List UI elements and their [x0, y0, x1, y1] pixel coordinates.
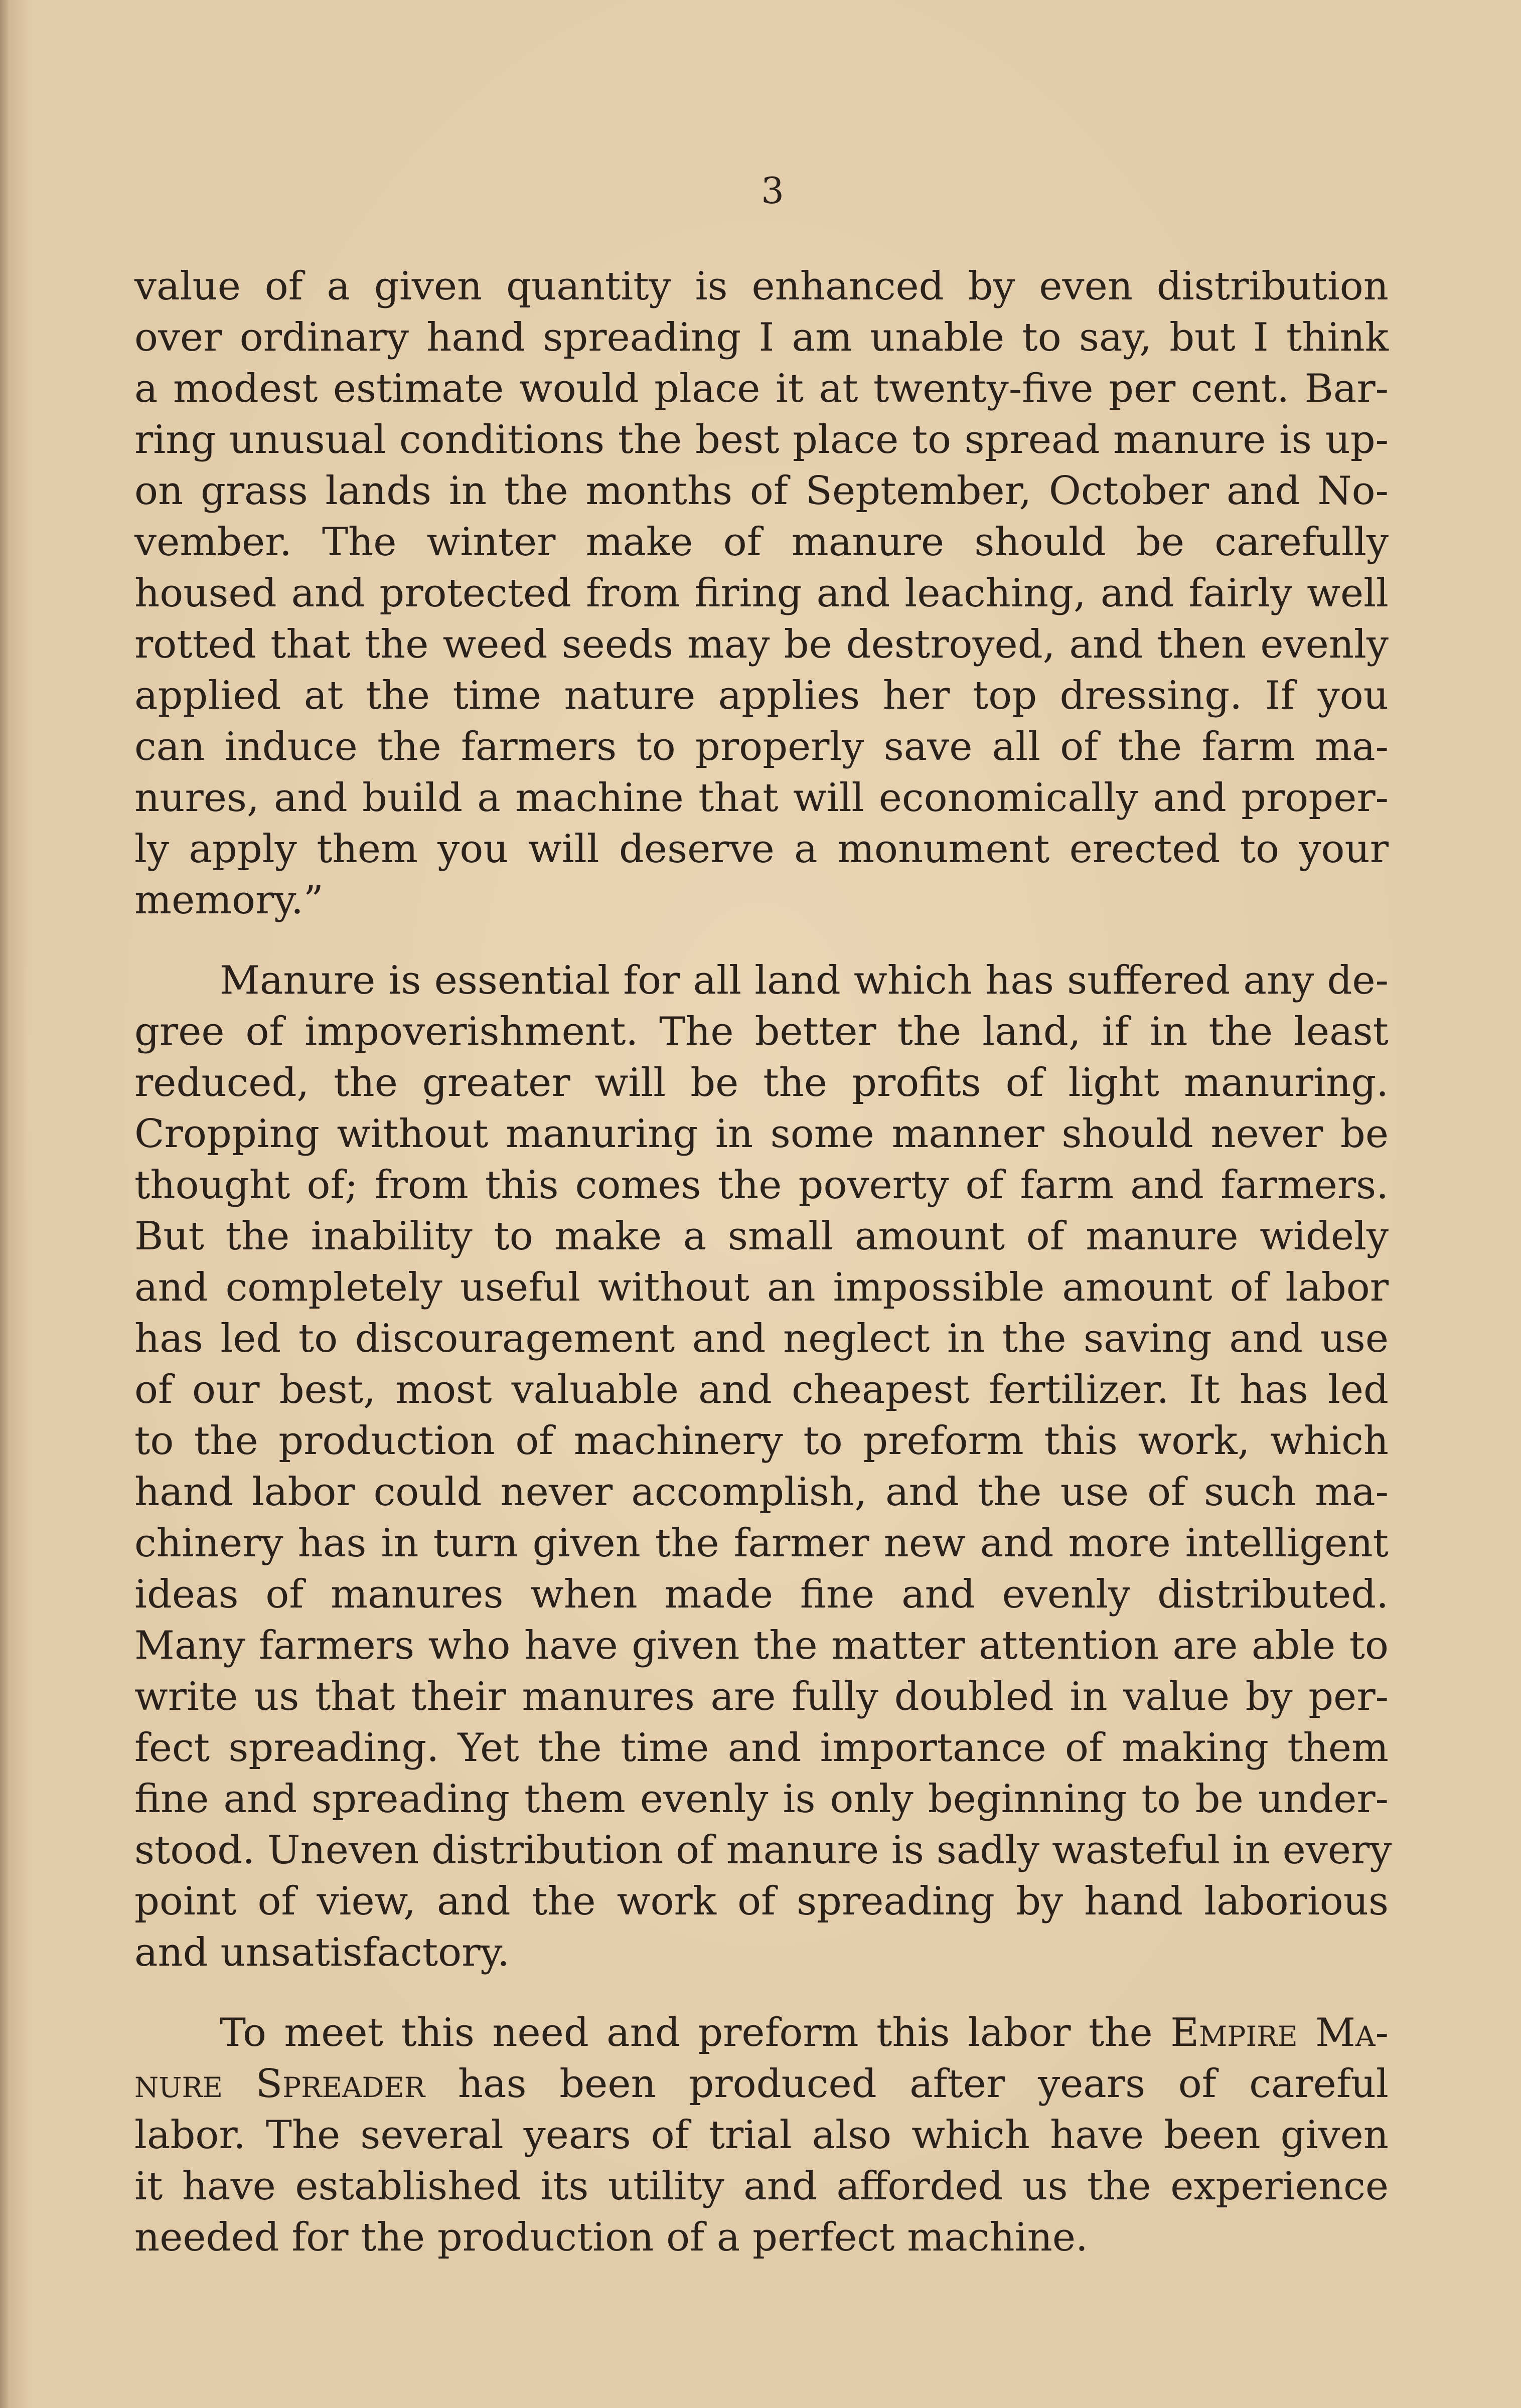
product-name-part: nure Spreader [134, 2061, 425, 2107]
text-line: and unsatisfactory. [134, 1930, 510, 1975]
paragraph-2 [134, 955, 1392, 1978]
product-name-part: Empire Ma- [1170, 2010, 1389, 2055]
text-line: reduced, the greater will be the profits of light manuring. [134, 1060, 1389, 1105]
text-span: has been produced after years of careful [425, 2061, 1389, 2107]
text-line: memory.” [134, 878, 324, 923]
text-line: a modest estimate would place it at twenty-five per cent. Bar- [134, 366, 1389, 411]
text-line: ideas of manures when made fine and evenly distributed. [134, 1572, 1389, 1617]
text-line: applied at the time nature applies her top dressing. If you [134, 673, 1389, 718]
paragraph-3 [134, 2007, 1389, 2263]
text-line: fect spreading. Yet the time and importance of making them [134, 1725, 1389, 1771]
text-line: labor. The several years of trial also which have been given [134, 2113, 1389, 2158]
text-line: But the inability to make a small amount of manure widely [134, 1214, 1389, 1259]
paragraph-1 [134, 261, 1389, 926]
text-line: value of a given quantity is enhanced by even distribution [134, 264, 1389, 309]
text-line: over ordinary hand spreading I am unable to say, but I think [134, 315, 1389, 360]
text-line: to the production of machinery to preform this work, which [134, 1418, 1389, 1464]
paragraph-gap [134, 926, 1389, 955]
page-spine-edge [0, 0, 9, 2408]
text-line: nures, and build a machine that will economically and proper- [134, 775, 1389, 821]
body-text [134, 261, 1392, 2263]
text-line: Many farmers who have given the matter attention are able to [134, 1623, 1389, 1668]
text-line: ly apply them you will deserve a monument erected to your [134, 827, 1389, 872]
text-line: housed and protected from firing and leaching, and fairly well [134, 571, 1389, 616]
text-line: ring unusual conditions the best place to spread manure is up- [134, 417, 1389, 462]
text-line: rotted that the weed seeds may be destroyed, and then evenly [134, 622, 1389, 667]
text-line: point of view, and the work of spreading by hand laborious [134, 1879, 1389, 1924]
text-line: vember. The winter make of manure should be carefully [134, 520, 1389, 565]
paragraph-gap [134, 1978, 1389, 2007]
text-line: thought of; from this comes the poverty of farm and farmers. [134, 1163, 1389, 1208]
text-line: write us that their manures are fully doubled in value by per- [134, 1674, 1389, 1719]
text-line [134, 2007, 1389, 2058]
text-line: needed for the production of a perfect machine. [134, 2215, 1088, 2260]
text-line: it have established its utility and afforded us the experience [134, 2164, 1389, 2209]
text-line: gree of impoverishment. The better the land, if in the least [134, 1009, 1389, 1054]
text-line: has led to discouragement and neglect in the saving and use [134, 1316, 1389, 1361]
text-line: Cropping without manuring in some manner should never be [134, 1111, 1389, 1157]
text-line [134, 2058, 1389, 2110]
text-line: fine and spreading them evenly is only beginning to be under- [134, 1777, 1389, 1822]
text-line: Manure is essential for all land which has suffered any de- [220, 958, 1389, 1003]
text-line: and completely useful without an impossible amount of labor [134, 1265, 1389, 1310]
text-line: on grass lands in the months of September, October and No- [134, 468, 1389, 514]
text-line: can induce the farmers to properly save all of the farm ma- [134, 724, 1389, 769]
text-span: To meet this need and preform this labor the [220, 2010, 1171, 2055]
page-number: 3 [761, 170, 784, 212]
text-line: of our best, most valuable and cheapest fertilizer. It has led [134, 1367, 1389, 1412]
text-line: chinery has in turn given the farmer new and more intelligent [134, 1521, 1389, 1566]
text-line: stood. Uneven distribution of manure is sadly wasteful in every [134, 1828, 1392, 1873]
text-line: hand labor could never accomplish, and the use of such ma- [134, 1470, 1389, 1515]
